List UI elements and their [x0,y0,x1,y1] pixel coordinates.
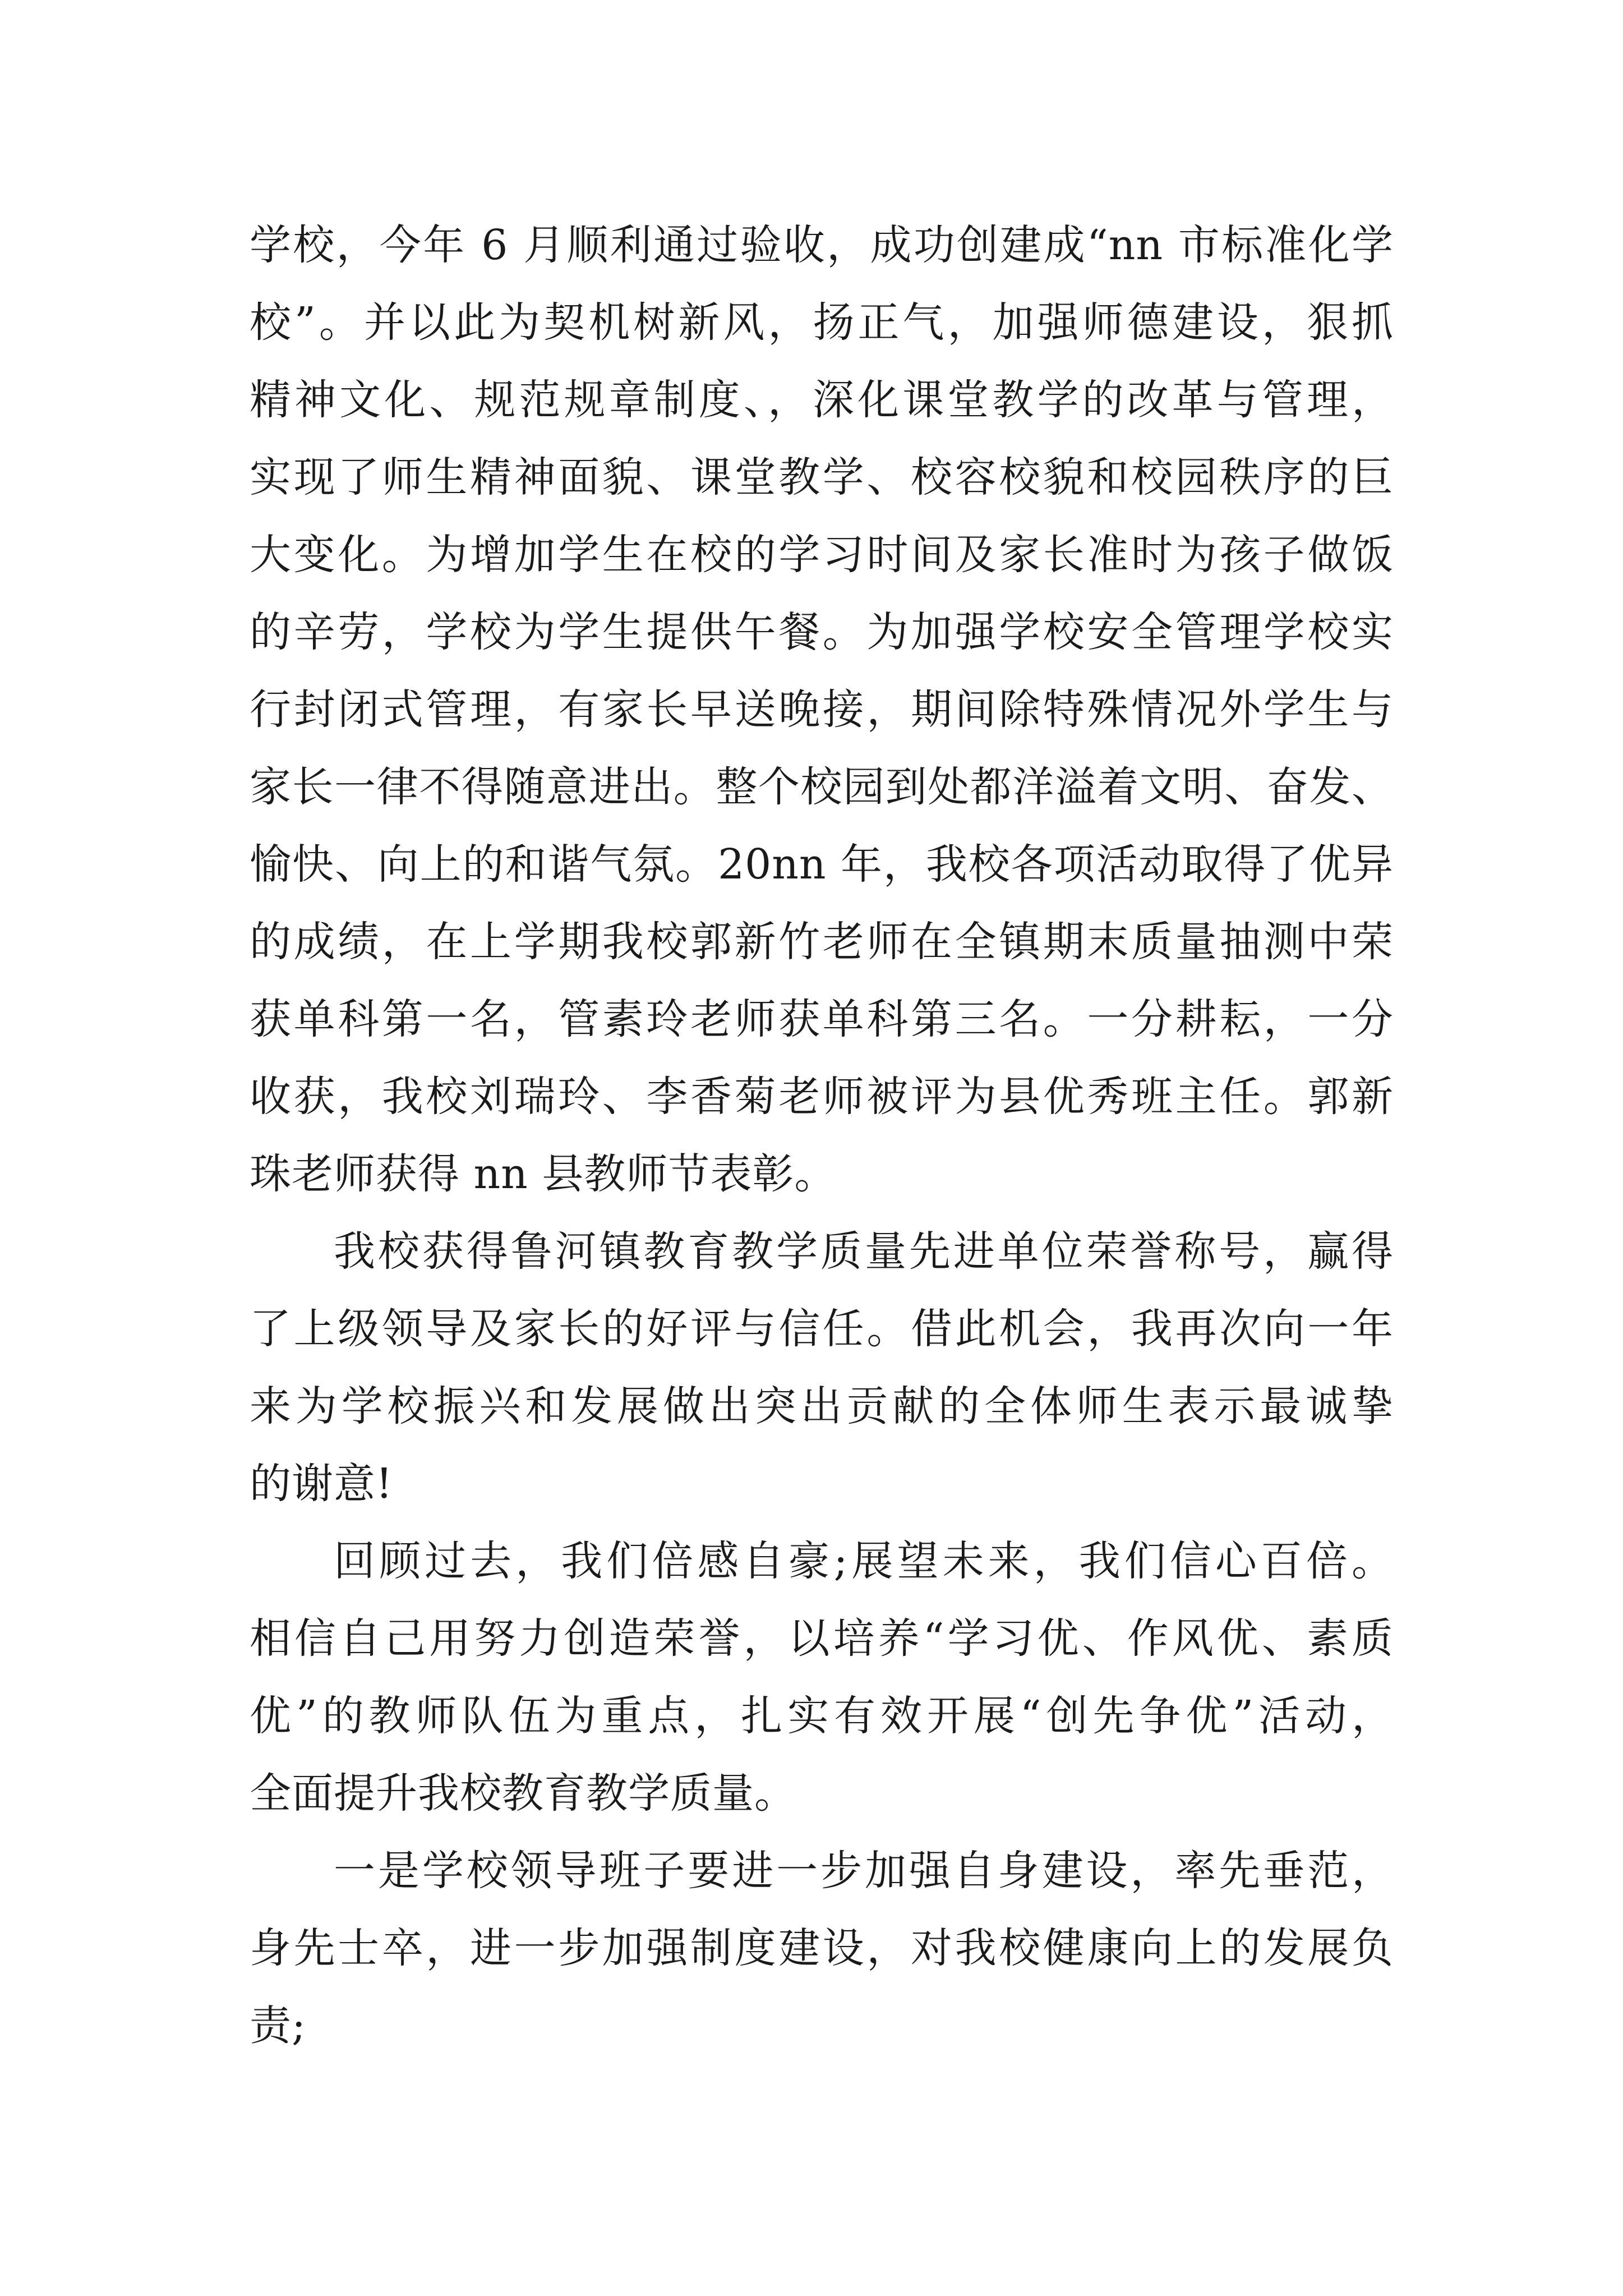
text-line: 珠老师获得 nn 县教师节表彰。 [250,1150,837,1198]
text-line: 获单科第一名，管素玲老师获单科第三名。一分耕耘，一分 [250,995,1394,1043]
text-line: 愉快、向上的和谐气氛。20nn 年，我校各项活动取得了优异 [250,840,1394,889]
text-line: 相信自己用努力创造荣誉，以培养“学习优、作风优、素质 [250,1614,1394,1663]
text-line: 全面提升我校教育教学质量。 [250,1769,796,1818]
text-line: 一是学校领导班子要进一步加强自身建设，率先垂范， [334,1847,1394,1895]
text-line: 家长一律不得随意进出。整个校园到处都洋溢着文明、奋发、 [250,763,1394,811]
document-body [250,206,1394,2064]
text-line: 的谢意! [250,1460,393,1508]
text-line: 责; [250,2001,306,2050]
text-line: 实现了师生精神面貌、课堂教学、校容校貌和校园秩序的巨 [250,453,1394,501]
paragraph-3 [250,1522,1394,1832]
text-line: 行封闭式管理，有家长早送晚接，期间除特殊情况外学生与 [250,685,1394,734]
text-line: 的辛劳，学校为学生提供午餐。为加强学校安全管理学校实 [250,608,1394,656]
text-line: 精神文化、规范规章制度、，深化课堂教学的改革与管理， [250,376,1394,424]
text-line: 我校获得鲁河镇教育教学质量先进单位荣誉称号，赢得 [334,1227,1394,1276]
text-line: 校”。并以此为契机树新风，扬正气，加强师德建设，狠抓 [250,298,1394,347]
text-line: 收获，我校刘瑞玲、李香菊老师被评为县优秀班主任。郭新 [250,1073,1394,1121]
text-line: 学校，今年 6 月顺利通过验收，成功创建成“nn 市标准化学 [250,221,1394,269]
paragraph-1 [250,206,1394,1213]
paragraph-4 [250,1832,1394,2064]
text-line: 来为学校振兴和发展做出突出贡献的全体师生表示最诚挚 [250,1382,1394,1430]
text-line: 了上级领导及家长的好评与信任。借此机会，我再次向一年 [250,1305,1394,1353]
text-line: 优”的教师队伍为重点，扎实有效开展“创先争优”活动， [250,1692,1394,1740]
text-line: 大变化。为增加学生在校的学习时间及家长准时为孩子做饭 [250,531,1394,579]
text-line: 的成绩，在上学期我校郭新竹老师在全镇期末质量抽测中荣 [250,918,1394,966]
paragraph-2 [250,1213,1394,1522]
text-line: 身先士卒，进一步加强制度建设，对我校健康向上的发展负 [250,1924,1394,1972]
text-line: 回顾过去，我们倍感自豪;展望未来，我们信心百倍。 [334,1537,1394,1585]
